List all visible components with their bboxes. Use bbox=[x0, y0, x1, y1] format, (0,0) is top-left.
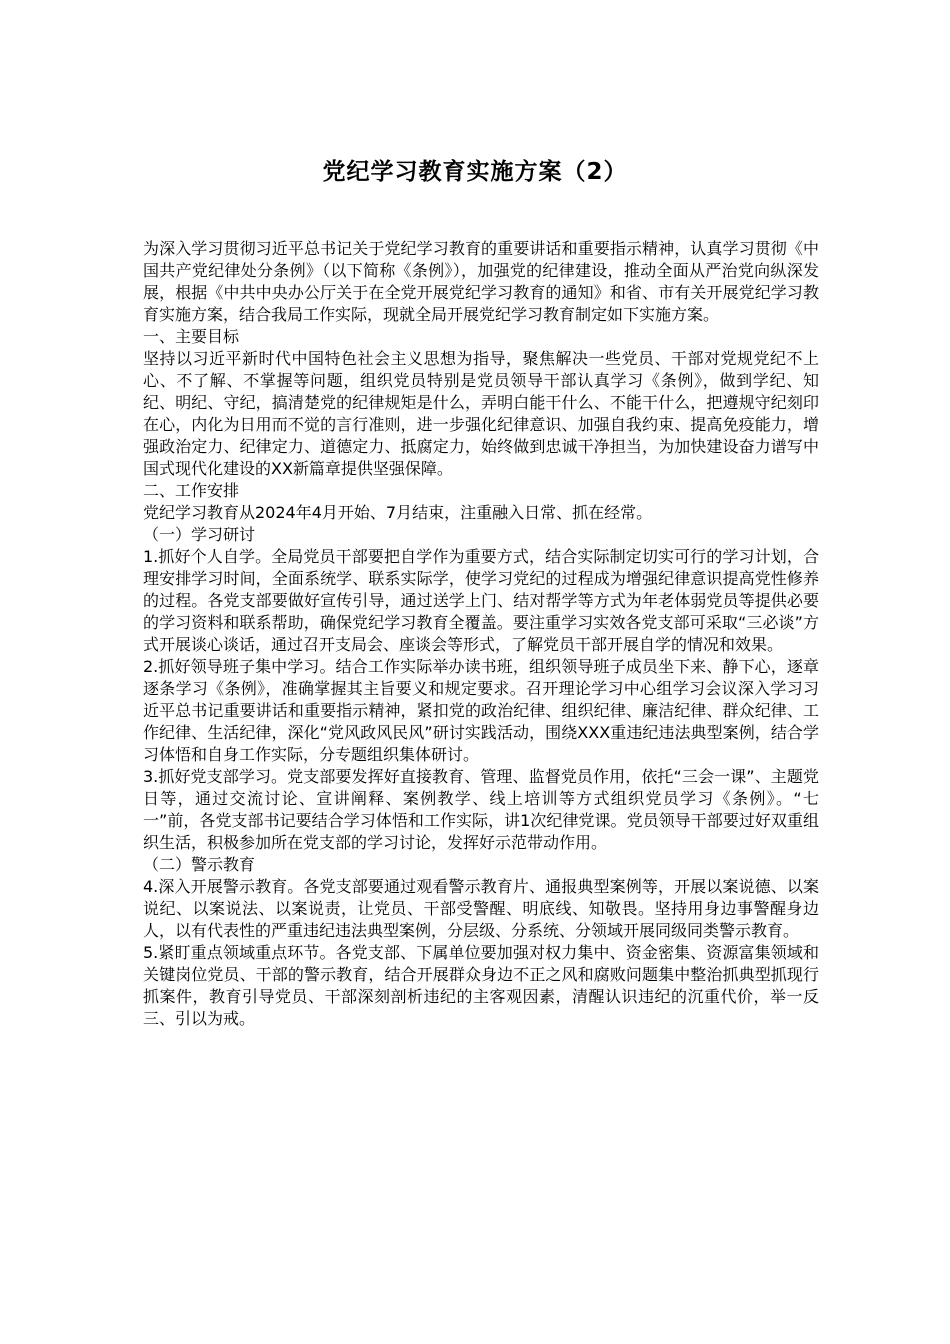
section-heading-work-arrangement: 二、工作安排 bbox=[143, 481, 240, 500]
main-goals-paragraph: 坚持以习近平新时代中国特色社会主义思想为指导，聚焦解决一些党员、干部对党规党纪不上心、不了解、不掌握等问题，组织党员特别是党员领导干部认真学习《条例》，做到学纪、知纪、明纪、守纪，搞清楚党的纪律规矩是什么，弄明白能干什么、不能干什么，把遵规守纪刻印在心，内化为日用而不觉的言行准则，进一步强化纪律意识、加强自我约束、提高免疫能力，增强政治定力、纪律定力、道德定力、抵腐定力，始终做到忠诚干净担当，为加快建设奋力谱写中国式现代化建设的XX新篇章提供坚强保障。 bbox=[143, 349, 819, 478]
section-heading-main-goals: 一、主要目标 bbox=[143, 327, 240, 346]
document-body bbox=[143, 238, 819, 1030]
subsection-heading-study: （一）学习研讨 bbox=[143, 525, 256, 544]
item-1-paragraph: 1.抓好个人自学。全局党员干部要把自学作为重要方式，结合实际制定切实可行的学习计划，合理安排学习时间，全面系统学、联系实际学，使学习党纪的过程成为增强纪律意识提高党性修养的过程。各党支部要做好宣传引导，通过送学上门、结对帮学等方式为年老体弱党员等提供必要的学习资料和联系帮助，确保党纪学习教育全覆盖。要注重学习实效各党支部可采取“三必谈”方式开展谈心谈话，通过召开支局会、座谈会等形式，了解党员干部开展自学的情况和效果。 bbox=[143, 547, 819, 654]
item-5-paragraph: 5.紧盯重点领域重点环节。各党支部、下属单位要加强对权力集中、资金密集、资源富集领域和关键岗位党员、干部的警示教育，结合开展群众身边不正之风和腐败问题集中整治抓典型抓现行抓案件，教育引导党员、干部深刻剖析违纪的主客观因素，清醒认识违纪的沉重代价，举一反三、引以为戒。 bbox=[143, 943, 819, 1028]
intro-paragraph: 为深入学习贯彻习近平总书记关于党纪学习教育的重要讲话和重要指示精神，认真学习贯彻《中国共产党纪律处分条例》（以下简称《条例》），加强党的纪律建设，推动全面从严治党向纵深发展，根据《中共中央办公厅关于在全党开展党纪学习教育的通知》和省、市有关开展党纪学习教育实施方案，结合我局工作实际，现就全局开展党纪学习教育制定如下实施方案。 bbox=[143, 239, 819, 324]
item-3-paragraph: 3.抓好党支部学习。党支部要发挥好直接教育、管理、监督党员作用，依托“三会一课”、主题党日等，通过交流讨论、宣讲阐释、案例教学、线上培训等方式组织党员学习《条例》。“七一”前，各党支部书记要结合学习体悟和工作实际，讲1次纪律党课。党员领导干部要过好双重组织生活，积极参加所在党支部的学习讨论，发挥好示范带动作用。 bbox=[143, 767, 819, 852]
item-4-paragraph: 4.深入开展警示教育。各党支部要通过观看警示教育片、通报典型案例等，开展以案说德、以案说纪、以案说法、以案说责，让党员、干部受警醒、明底线、知敬畏。坚持用身边事警醒身边人，以有代表性的严重违纪违法典型案例，分层级、分系统、分领域开展同级同类警示教育。 bbox=[143, 877, 819, 940]
subsection-heading-warning: （二）警示教育 bbox=[143, 855, 256, 874]
document-title: 党纪学习教育实施方案（2） bbox=[322, 159, 628, 185]
work-arrangement-paragraph: 党纪学习教育从2024年4月开始、7月结束，注重融入日常、抓在经常。 bbox=[143, 503, 653, 522]
item-2-paragraph: 2.抓好领导班子集中学习。结合工作实际举办读书班，组织领导班子成员坐下来、静下心，逐章逐条学习《条例》，准确掌握其主旨要义和规定要求。召开理论学习中心组学习会议深入学习习近平总书记重要讲话和重要指示精神，紧扣党的政治纪律、组织纪律、廉洁纪律、群众纪律、工作纪律、生活纪律，深化“党风政风民风”研讨实践活动，围绕XXX重违纪违法典型案例，结合学习体悟和自身工作实际，分专题组织集体研讨。 bbox=[143, 657, 819, 764]
